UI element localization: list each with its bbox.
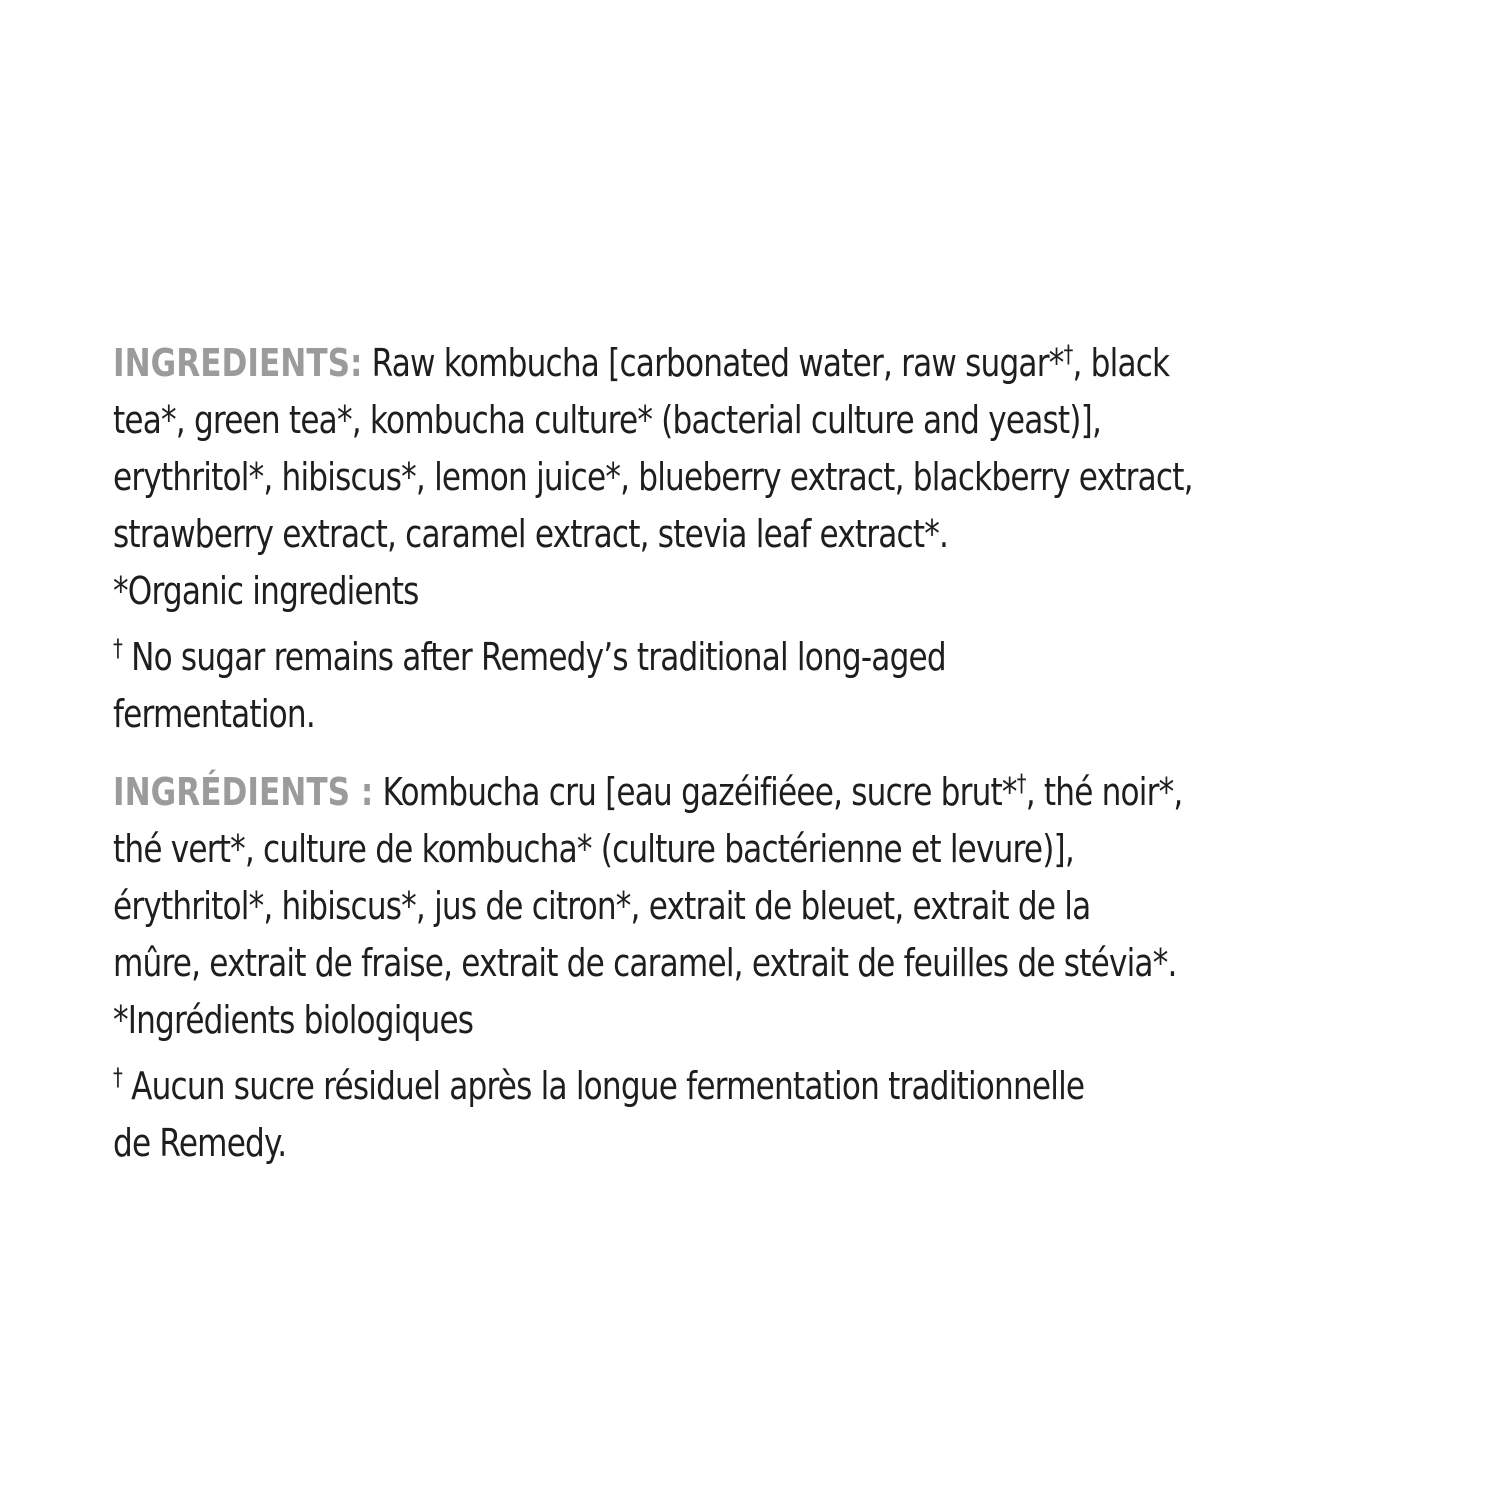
french-ingredients-line-1: INGRÉDIENTS : Kombucha cru [eau gazéifiéee, sucre brut*†, thé noir*, xyxy=(113,769,1183,814)
english-sugar-note-continued: fermentation. xyxy=(113,692,315,736)
french-organic-note: *Ingrédients biologiques xyxy=(113,998,474,1042)
english-organic-note: *Organic ingredients xyxy=(113,569,419,613)
french-ingredients xyxy=(113,755,1400,1172)
french-ingredients-line-4: mûre, extrait de fraise, extrait de caramel, extrait de feuilles de stévia*. xyxy=(113,941,1177,985)
ingredients-label xyxy=(113,326,1403,1172)
french-ingredients-line-2: thé vert*, culture de kombucha* (culture bactérienne et levure)], xyxy=(113,827,1074,871)
french-sugar-note-continued: de Remedy. xyxy=(113,1121,287,1165)
english-ingredients-line-4: strawberry extract, caramel extract, stevia leaf extract*. xyxy=(113,512,949,556)
french-ingredients-heading: INGRÉDIENTS : xyxy=(113,770,374,814)
english-ingredients-line-2: tea*, green tea*, kombucha culture* (bacterial culture and yeast)], xyxy=(113,398,1102,442)
english-ingredients-heading: INGREDIENTS: xyxy=(113,341,363,385)
english-ingredients xyxy=(113,326,1400,743)
english-ingredients-line-3: erythritol*, hibiscus*, lemon juice*, blueberry extract, blackberry extract, xyxy=(113,455,1193,499)
french-sugar-note: † Aucun sucre résiduel après la longue fermentation traditionnelle xyxy=(113,1063,1085,1108)
english-ingredients-line-1: INGREDIENTS: Raw kombucha [carbonated water, raw sugar*†, black xyxy=(113,340,1170,385)
english-sugar-note: † No sugar remains after Remedy’s traditional long-aged xyxy=(113,634,946,679)
french-ingredients-line-3: érythritol*, hibiscus*, jus de citron*, extrait de bleuet, extrait de la xyxy=(113,884,1091,928)
